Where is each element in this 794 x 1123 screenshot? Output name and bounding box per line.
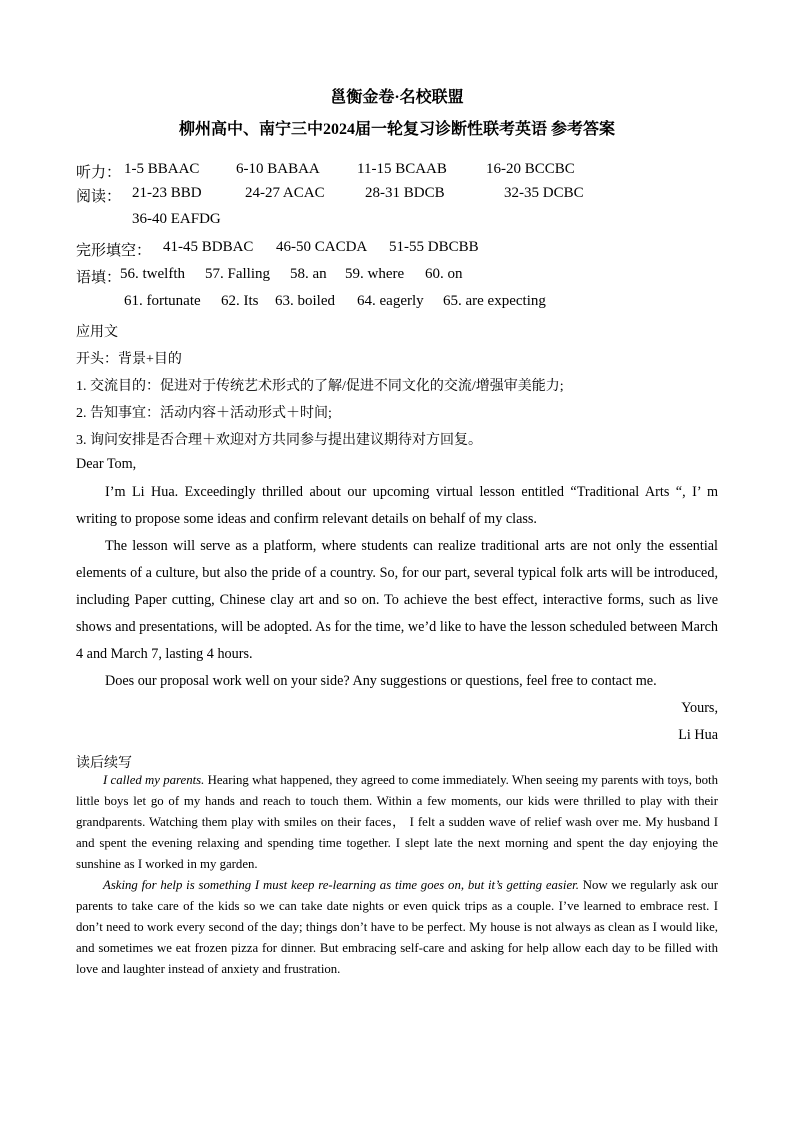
letter-paragraph: The lesson will serve as a platform, where students can realize traditional arts are not only the essential elements of a culture, but also the pride of a country. So, for our part, several typical folk arts will be introduced, including Paper cutting, Chinese clay art and so on. To achieve the best effect, interactive forms, such as live shows and presentations, will be adopted. As for the time, we’d like to have the lesson scheduled between March 4 and March 7, lasting 4 hours.: [76, 538, 718, 662]
answer-item: 64. eagerly: [357, 293, 424, 309]
writing-opening: 开头：背景+目的: [76, 352, 182, 367]
paragraph-lead: Asking for help is something I must keep re-learning as time goes on, but it’s getting easier.: [103, 878, 579, 892]
reading-label: 阅读：: [76, 189, 122, 205]
answer-group: 16-20 BCCBC: [486, 161, 575, 177]
document-subtitle: 柳州高中、南宁三中2024届一轮复习诊断性联考英语 参考答案: [178, 121, 615, 138]
document-title: 邕衡金卷·名校联盟: [330, 89, 464, 106]
paragraph-body: Hearing what happened, they agreed to come immediately. When seeing my parents with toys, both little boys let go of my hands and reach to touch them. Within a few moments, our kids were thrilled to play with their grandparents. Watching them play with smiles on their faces， I felt a sudden wave of relief wash over me. My husband I and spent the evening relaxing and spending time together. I slept late the next morning and spent the day enjoying the sunshine as I worked in my garden.: [76, 773, 718, 871]
letter-signature: Li Hua: [678, 727, 718, 743]
answer-group: 41-45 BDBAC: [163, 239, 254, 255]
writing-point: 2. 告知事宜：活动内容＋活动形式＋时间;: [76, 406, 332, 421]
paragraph-lead: I called my parents.: [103, 773, 205, 787]
answer-item: 65. are expecting: [443, 293, 546, 309]
paragraph-body: Now we regularly ask our parents to take care of the kids so we can take date nights or even quick trips as a couple. I’ve learned to embrace rest. I don’t need to work every second of the day; things don’t have to be perfect. My house is not always as clean as I would like, and sometimes we eat frozen pizza for dinner. But embracing self-care and asking for help allow each day to be filled with love and laughter instead of anxiety and frustration.: [76, 878, 719, 976]
answer-item: 56. twelfth: [120, 266, 185, 282]
answer-item: 59. where: [345, 266, 405, 282]
letter-closing: Yours,: [681, 700, 718, 716]
answer-group: 28-31 BDCB: [365, 185, 445, 201]
answer-item: 63. boiled: [275, 293, 335, 309]
answer-group: 51-55 DBCBB: [389, 239, 479, 255]
answer-item: 57. Falling: [205, 266, 271, 282]
letter-salutation: Dear Tom,: [76, 456, 137, 472]
answer-item: 58. an: [290, 266, 327, 282]
grammar-label: 语填：: [76, 270, 122, 286]
listening-label: 听力：: [76, 165, 122, 181]
section-label-writing: 应用文: [76, 325, 118, 340]
answer-group: 6-10 BABAA: [236, 161, 320, 177]
section-label-continuation: 读后续写: [76, 756, 132, 771]
answer-group: 24-27 ACAC: [245, 185, 325, 201]
writing-point: 3. 询问安排是否合理＋欢迎对方共同参与提出建议期待对方回复。: [76, 433, 482, 448]
continuation-paragraph-1: [76, 770, 718, 875]
answer-item: 60. on: [425, 266, 463, 282]
answer-group: 11-15 BCAAB: [357, 161, 447, 177]
letter-paragraph: I’m Li Hua. Exceedingly thrilled about our upcoming virtual lesson entitled “Traditional Arts “, I’ m writing to propose some ideas and confirm relevant details on behalf of my class.: [76, 484, 718, 527]
cloze-label: 完形填空：: [76, 243, 152, 259]
answer-item: 61. fortunate: [124, 293, 201, 309]
answer-group: 46-50 CACDA: [276, 239, 368, 255]
answer-item: 62. Its: [221, 293, 259, 309]
writing-point: 1. 交流目的：促进对于传统艺术形式的了解/促进不同文化的交流/增强审美能力;: [76, 379, 564, 394]
letter-paragraph: Does our proposal work well on your side? Any suggestions or questions, feel free to contact me.: [105, 673, 657, 689]
continuation-paragraph-2: [76, 875, 718, 980]
answer-group: 1-5 BBAAC: [124, 161, 200, 177]
answer-group: 32-35 DCBC: [504, 185, 584, 201]
answer-group: 36-40 EAFDG: [132, 211, 221, 227]
answer-group: 21-23 BBD: [132, 185, 202, 201]
